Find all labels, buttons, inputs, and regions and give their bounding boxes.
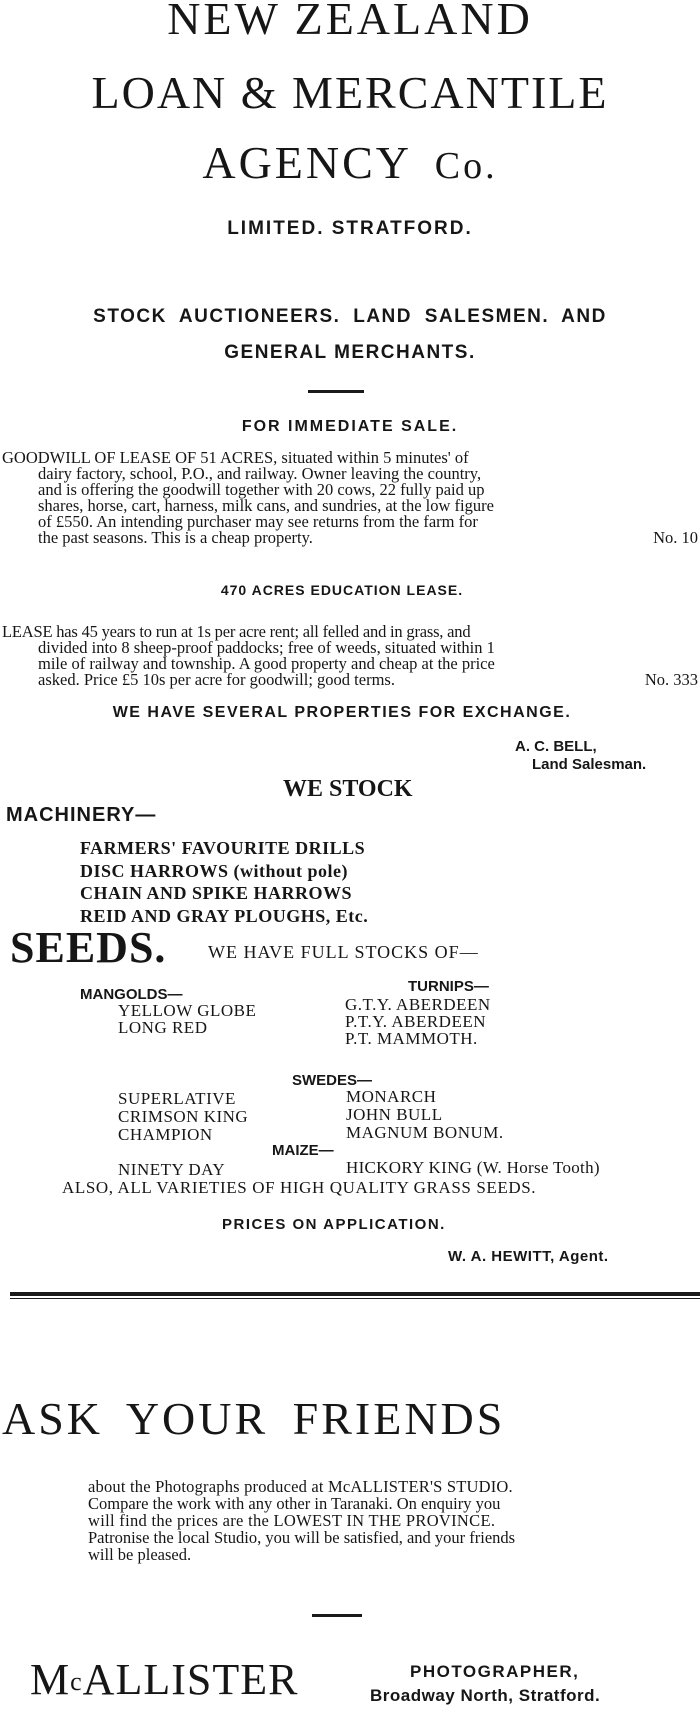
mangolds-heading: MANGOLDS— xyxy=(80,986,183,1003)
mcallister-m: M xyxy=(30,1655,71,1704)
swede-item: SUPERLATIVE xyxy=(118,1089,236,1108)
title-agency-word: AGENCY xyxy=(202,137,411,188)
swede-item: MAGNUM BONUM. xyxy=(346,1123,504,1142)
subtitle-limited-stratford: LIMITED. STRATFORD. xyxy=(227,218,473,239)
divider-short-1 xyxy=(308,390,364,393)
studio-body-line: Patronise the local Studio, you will be satisfied, and your friends xyxy=(88,1528,516,1547)
machinery-list xyxy=(80,837,368,927)
mcallister-c: c xyxy=(70,1667,83,1696)
swedes-left-list xyxy=(118,1090,248,1144)
turnip-item: P.T.Y. ABERDEEN xyxy=(345,1012,487,1031)
title-loan-mercantile: LOAN & MERCANTILE xyxy=(91,67,609,118)
services-line-2: GENERAL MERCHANTS. xyxy=(224,342,476,363)
studio-body-line: about the Photographs produced at McALLISTER'S STUDIO. xyxy=(88,1477,513,1496)
listing2-line: divided into 8 sheep-proof paddocks; free of weeds, situated within 1 xyxy=(38,638,495,657)
services-line-1: STOCK AUCTIONEERS. LAND SALESMEN. AND xyxy=(93,306,607,327)
listing2-line: LEASE has 45 years to run at 1s per acre rent; all felled and in grass, and xyxy=(2,622,471,641)
listing1-line: dairy factory, school, P.O., and railway. Owner leaving the country, xyxy=(38,464,482,483)
turnips-list xyxy=(345,996,491,1047)
listing1-line: and is offering the goodwill together with 20 cows, 22 fully paid up xyxy=(38,480,485,499)
studio-body-text xyxy=(88,1478,694,1563)
machinery-item: FARMERS' FAVOURITE DRILLS xyxy=(80,838,366,858)
listing2-ref: No. 333 xyxy=(644,670,698,689)
listing2-line: mile of railway and township. A good property and cheap at the price xyxy=(38,654,495,673)
mangolds-list xyxy=(118,1002,256,1036)
we-stock-heading: WE STOCK xyxy=(283,776,413,802)
listing1-line: of £550. An intending purchaser may see returns from the farm for xyxy=(38,512,478,531)
seeds-subheading: WE HAVE FULL STOCKS OF— xyxy=(208,942,479,962)
listing2-heading: 470 ACRES EDUCATION LEASE. xyxy=(220,582,464,598)
machinery-item: CHAIN AND SPIKE HARROWS xyxy=(80,883,353,903)
machinery-item: REID AND GRAY PLOUGHS, Etc. xyxy=(80,905,369,926)
maize-left: NINETY DAY xyxy=(118,1160,226,1179)
title-agency xyxy=(0,137,700,189)
swede-item: CHAMPION xyxy=(118,1125,213,1144)
divider-short-2 xyxy=(312,1614,362,1617)
title-agency-co: Co. xyxy=(434,145,498,187)
swedes-right-list xyxy=(346,1088,504,1142)
photographer-address: Broadway North, Stratford. xyxy=(370,1686,601,1705)
title-new-zealand: NEW ZEALAND xyxy=(167,0,533,44)
grass-seeds-line: ALSO, ALL VARIETIES OF HIGH QUALITY GRASS SEEDS. xyxy=(62,1178,537,1197)
agent-line: W. A. HEWITT, Agent. xyxy=(448,1248,609,1265)
photographer-role: PHOTOGRAPHER, xyxy=(410,1662,580,1681)
listing2-text xyxy=(2,624,698,688)
mangold-item: YELLOW GLOBE xyxy=(118,1001,257,1020)
mangold-item: LONG RED xyxy=(118,1018,208,1037)
swedes-heading: SWEDES— xyxy=(292,1072,373,1089)
ad-separator-thick xyxy=(10,1292,700,1296)
listing1-line: GOODWILL OF LEASE OF 51 ACRES, situated within 5 minutes' of xyxy=(2,448,469,467)
studio-body-line: will find the prices are the LOWEST IN THE PROVINCE. xyxy=(88,1511,496,1530)
sale-heading: FOR IMMEDIATE SALE. xyxy=(241,418,459,435)
listing1-last-line: the past seasons. This is a cheap property. xyxy=(38,528,313,547)
swede-item: CRIMSON KING xyxy=(118,1107,249,1126)
ad-separator-thin xyxy=(10,1298,700,1299)
ask-your-friends-headline: ASK YOUR FRIENDS xyxy=(2,1393,506,1444)
studio-body-line: will be pleased. xyxy=(88,1545,192,1564)
maize-heading: MAIZE— xyxy=(272,1142,334,1159)
maize-right: HICKORY KING (W. Horse Tooth) xyxy=(346,1158,600,1177)
turnip-item: P.T. MAMMOTH. xyxy=(345,1029,478,1048)
listing1-line xyxy=(2,530,698,546)
listing2-line xyxy=(2,672,698,688)
studio-body-line: Compare the work with any other in Taranaki. On enquiry you xyxy=(88,1494,501,1513)
prices-line: PRICES ON APPLICATION. xyxy=(222,1216,446,1233)
listing2-last-line: asked. Price £5 10s per acre for goodwill; good terms. xyxy=(38,670,395,689)
salesman-name: A. C. BELL, xyxy=(515,738,597,755)
swede-item: JOHN BULL xyxy=(346,1105,443,1124)
listing1-line: shares, horse, cart, harness, milk cans, and sundries, at the low figure xyxy=(38,496,494,515)
seeds-heading: SEEDS. xyxy=(10,923,167,972)
listing1-ref: No. 10 xyxy=(653,528,698,547)
salesman-title: Land Salesman. xyxy=(532,756,647,773)
mcallister-rest: ALLISTER xyxy=(82,1655,299,1704)
mcallister-name xyxy=(30,1655,299,1704)
machinery-heading: MACHINERY— xyxy=(6,804,157,826)
listing1-text xyxy=(2,450,698,546)
machinery-item: DISC HARROWS (without pole) xyxy=(80,860,349,881)
exchange-line: WE HAVE SEVERAL PROPERTIES FOR EXCHANGE. xyxy=(112,704,572,721)
turnip-item: G.T.Y. ABERDEEN xyxy=(345,995,491,1014)
turnips-heading: TURNIPS— xyxy=(408,978,489,995)
swede-item: MONARCH xyxy=(346,1087,437,1106)
